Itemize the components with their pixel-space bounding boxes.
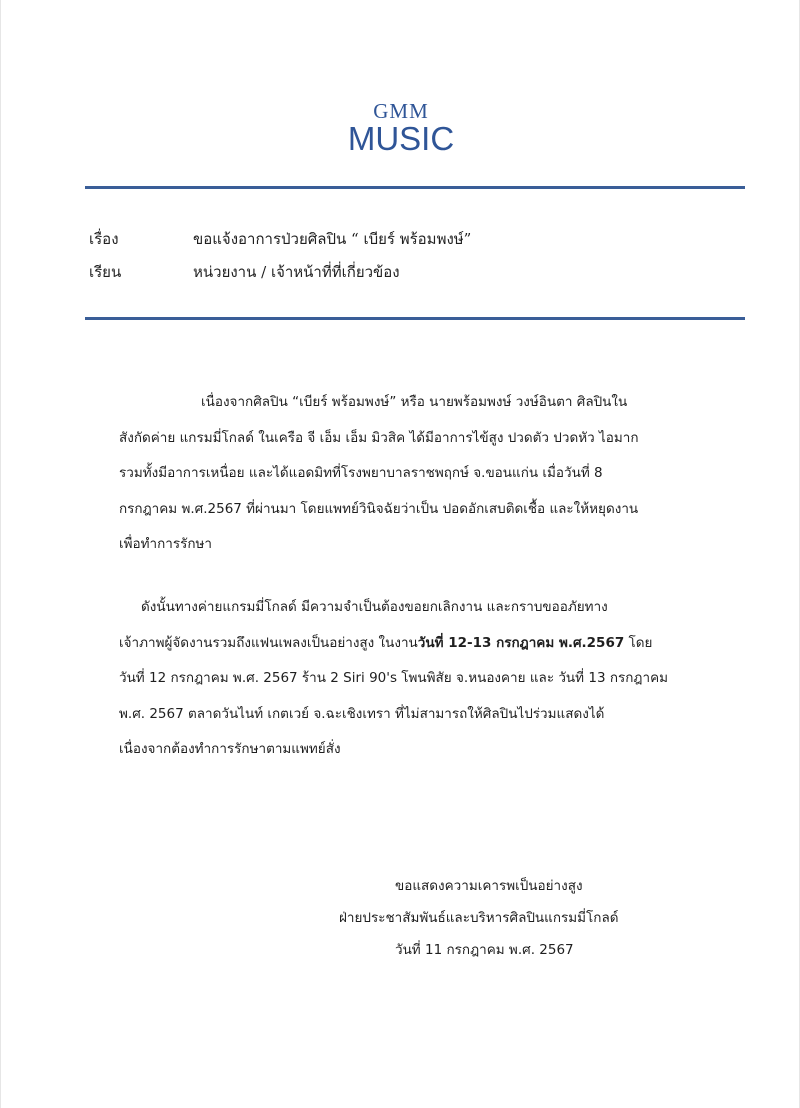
recipient-row — [89, 261, 400, 283]
paragraph-1-line: กรกฎาคม พ.ศ.2567 ที่ผ่านมา โดยแพทย์วินิจฉัยว่าเป็น ปอดอักเสบติดเชื้อ และให้หยุดงาน — [119, 500, 639, 517]
paragraph-2-text: โดย — [624, 634, 653, 651]
signature-department: ฝ่ายประชาสัมพันธ์และบริหารศิลปินแกรมมี่โกลด์ — [339, 910, 619, 926]
logo-bottom-text: MUSIC — [347, 120, 455, 157]
gmm-music-logo — [1, 100, 800, 156]
signature-date: วันที่ 11 กรกฎาคม พ.ศ. 2567 — [395, 942, 574, 958]
paragraph-1 — [119, 385, 751, 563]
event-dates-bold: วันที่ 12-13 กรกฎาคม พ.ศ.2567 — [417, 634, 625, 651]
signature-block — [301, 870, 721, 966]
header-divider-top — [85, 186, 745, 189]
subject-value: ขอแจ้งอาการป่วยศิลปิน “ เบียร์ พร้อมพงษ์” — [193, 230, 472, 248]
recipient-value: หน่วยงาน / เจ้าหน้าที่ที่เกี่ยวข้อง — [193, 263, 400, 281]
recipient-label: เรียน — [89, 263, 122, 281]
logo-top-text: GMM — [373, 99, 429, 123]
subject-row — [89, 228, 471, 250]
paragraph-2-line: เนื่องจากต้องทำการรักษาตามแพทย์สั่ง — [119, 741, 341, 757]
header-divider-bottom — [85, 317, 745, 320]
paragraph-2-line — [119, 626, 751, 662]
paragraph-1-line: สังกัดค่าย แกรมมี่โกลด์ ในเครือ จี เอ็ม เอ็ม มิวสิค ได้มีอาการไข้สูง ปวดตัว ปวดหัว ไอมาก — [119, 429, 639, 446]
paragraph-2-line: วันที่ 12 กรกฎาคม พ.ศ. 2567 ร้าน 2 Siri 90's โพนพิสัย จ.หนองคาย และ วันที่ 13 กรกฎาคม — [119, 670, 668, 686]
paragraph-2-line: ดังนั้นทางค่ายแกรมมี่โกลด์ มีความจำเป็นต้องขอยกเลิกงาน และกราบขออภัยทาง — [141, 599, 608, 615]
paragraph-1-line: รวมทั้งมีอาการเหนื่อย และได้แอดมิทที่โรงพยาบาลราชพฤกษ์ จ.ขอนแก่น เมื่อวันที่ 8 — [119, 465, 603, 481]
paragraph-2-line: พ.ศ. 2567 ตลาดวันไนท์ เกตเวย์ จ.ฉะเชิงเทรา ที่ไม่สามารถให้ศิลปินไปร่วมแสดงได้ — [119, 705, 605, 722]
paragraph-1-line: เพื่อทำการรักษา — [119, 536, 213, 552]
paragraph-2-text: เจ้าภาพผู้จัดงานรวมถึงแฟนเพลงเป็นอย่างสูง ในงาน — [119, 634, 418, 651]
paragraph-2 — [119, 590, 751, 768]
signature-closing: ขอแสดงความเคารพเป็นอย่างสูง — [395, 878, 583, 894]
paragraph-1-line: เนื่องจากศิลปิน “เบียร์ พร้อมพงษ์” หรือ นายพร้อมพงษ์ วงษ์อินตา ศิลปินใน — [201, 394, 628, 410]
subject-label: เรื่อง — [89, 230, 119, 248]
